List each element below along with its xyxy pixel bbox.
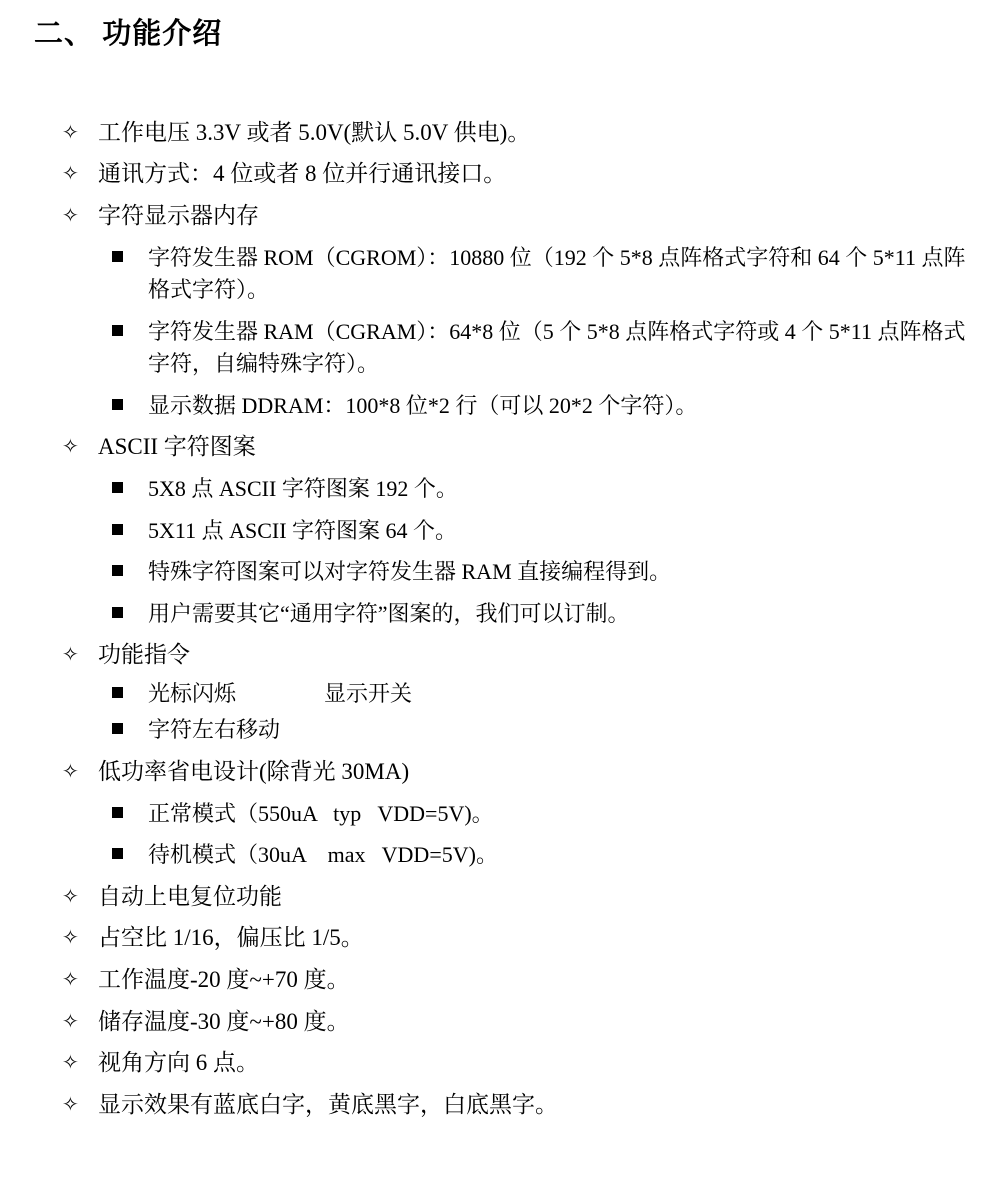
sub-list-item-text: 5X8 点 ASCII 字符图案 192 个。 [148, 475, 458, 501]
list-item [30, 1089, 970, 1122]
square-bullet-icon [112, 607, 123, 618]
list-item-text: 功能指令 [98, 642, 190, 668]
sub-list-item [98, 390, 970, 423]
diamond-bullet-icon: ✧ [62, 436, 79, 459]
sub-list [98, 678, 970, 747]
sub-list-item [98, 242, 970, 307]
list-item-text: 低功率省电设计(除背光 30MA) [98, 758, 410, 784]
sub-list-item-text: 待机模式（30uA max VDD=5V)。 [148, 842, 498, 868]
sub-list-item-text: 5X11 点 ASCII 字符图案 64 个。 [148, 517, 458, 543]
list-item [30, 200, 970, 422]
sub-list-item [98, 678, 970, 711]
list-item-text: 工作温度-20 度~+70 度。 [98, 966, 350, 992]
list-item-text: 储存温度-30 度~+80 度。 [98, 1008, 350, 1034]
square-bullet-icon [112, 723, 123, 734]
title-spacer [30, 55, 970, 117]
sub-list-item [98, 839, 970, 872]
list-item [30, 881, 970, 914]
sub-list-item-text: 显示数据 DDRAM：100*8 位*2 行（可以 20*2 个字符）。 [148, 392, 698, 418]
square-bullet-icon [112, 524, 123, 535]
list-item-text: 显示效果有蓝底白字，黄底黑字，白底黑字。 [98, 1091, 558, 1117]
square-bullet-icon [112, 399, 123, 410]
sub-list-item-text: 用户需要其它“通用字符”图案的，我们可以订制。 [148, 600, 630, 626]
sub-list-item-text: 字符发生器 RAM（CGRAM）：64*8 位（5 个 5*8 点阵格式字符或 4 个 5*11 点阵格式字符，自编特殊字符）。 [148, 318, 966, 377]
square-bullet-icon [112, 807, 123, 818]
diamond-bullet-icon: ✧ [62, 968, 79, 991]
square-bullet-icon [112, 687, 123, 698]
sub-list-item-text: 光标闪烁 显示开关 [148, 680, 413, 706]
list-item-text: 工作电压 3.3V 或者 5.0V(默认 5.0V 供电)。 [98, 119, 531, 145]
sub-list-item-text: 字符发生器 ROM（CGROM）：10880 位（192 个 5*8 点阵格式字符和 64 个 5*11 点阵格式字符）。 [148, 244, 966, 303]
list-item [30, 756, 970, 872]
list-item [30, 117, 970, 150]
sub-list-item [98, 798, 970, 831]
sub-list-item [98, 515, 970, 548]
list-item-text: ASCII 字符图案 [98, 434, 256, 460]
list-item-text: 自动上电复位功能 [98, 883, 282, 909]
diamond-bullet-icon: ✧ [62, 1093, 79, 1116]
sub-list-item-text: 字符左右移动 [148, 717, 281, 743]
diamond-bullet-icon: ✧ [62, 204, 79, 227]
sub-list-item [98, 316, 970, 381]
feature-list [30, 117, 970, 1122]
sub-list-item [98, 473, 970, 506]
diamond-bullet-icon: ✧ [62, 121, 79, 144]
square-bullet-icon [112, 325, 123, 336]
sub-list-item [98, 598, 970, 631]
sub-list-item [98, 556, 970, 589]
diamond-bullet-icon: ✧ [62, 163, 79, 186]
list-item [30, 922, 970, 955]
square-bullet-icon [112, 848, 123, 859]
list-item [30, 964, 970, 997]
square-bullet-icon [112, 482, 123, 493]
diamond-bullet-icon: ✧ [62, 885, 79, 908]
square-bullet-icon [112, 565, 123, 576]
sub-list [98, 473, 970, 630]
list-item [30, 158, 970, 191]
list-item-text: 字符显示器内存 [98, 202, 259, 228]
sub-list-item [98, 714, 970, 747]
list-item-text: 通讯方式：4 位或者 8 位并行通讯接口。 [98, 161, 507, 187]
diamond-bullet-icon: ✧ [62, 1052, 79, 1075]
sub-list-item-text: 特殊字符图案可以对字符发生器 RAM 直接编程得到。 [148, 559, 672, 585]
sub-list-item-text: 正常模式（550uA typ VDD=5V)。 [148, 800, 494, 826]
list-item [30, 639, 970, 747]
diamond-bullet-icon: ✧ [62, 760, 79, 783]
list-item-text: 占空比 1/16，偏压比 1/5。 [98, 925, 364, 951]
diamond-bullet-icon: ✧ [62, 1010, 79, 1033]
sub-list [98, 798, 970, 872]
diamond-bullet-icon: ✧ [62, 927, 79, 950]
list-item [30, 1047, 970, 1080]
list-item-text: 视角方向 6 点。 [98, 1050, 259, 1076]
square-bullet-icon [112, 251, 123, 262]
page-title: 二、 功能介绍 [34, 18, 223, 50]
diamond-bullet-icon: ✧ [62, 644, 79, 667]
list-item [30, 1006, 970, 1039]
list-item [30, 431, 970, 630]
sub-list [98, 242, 970, 423]
